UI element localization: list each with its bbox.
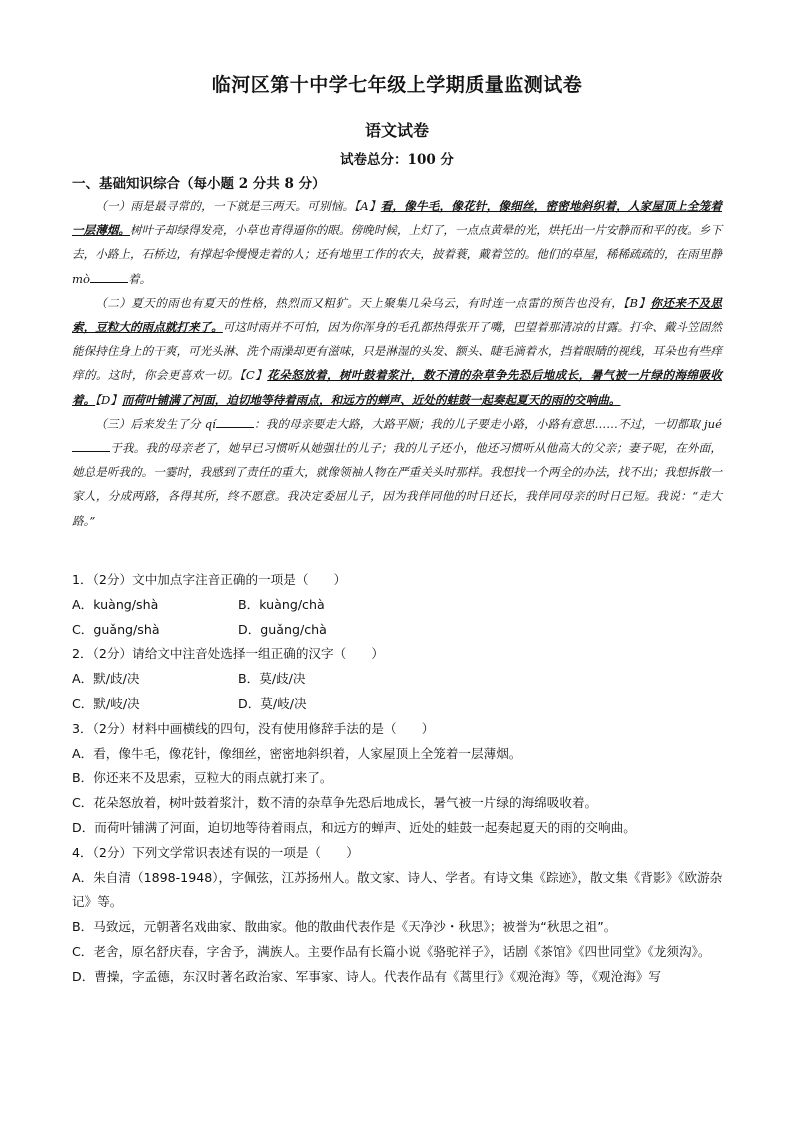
total-score: 试卷总分：100 分	[340, 152, 454, 168]
question-3-stem: 3．（2分）材料中画横线的四句，没有使用修辞手法的是（ ）	[72, 720, 435, 736]
passage-paragraph-2	[72, 291, 722, 412]
underlined-sentence-d: 而荷叶铺满了河面，迫切地等待着雨点，和远方的蝉声、近处的蛙鼓一起奏起夏天的雨的交响曲。	[121, 392, 621, 407]
reading-passage	[72, 194, 722, 533]
question-4-option-c[interactable]: C．老舍，原名舒庆春，字舍予，满族人。主要作品有长篇小说《骆驼祥子》，话剧《茶馆》《四世同堂》《龙须沟》。	[72, 943, 711, 959]
questions	[72, 568, 732, 990]
passage-text: 树叶子却绿得发亮，小草也青得逼你的眼。傍晚时候，上灯了，一点点黄晕的光，烘托出一片安静而和平的夜。乡下去，小路上，石桥边，有撑起伞慢慢走着的人；还有地里工作的农夫，披着蓑，戴着笠的。他们的草屋，稀稀疏疏的，在雨里静 mò	[72, 223, 722, 286]
question-1-stem: 1．（2分）文中加点字注音正确的一项是（ ）	[72, 572, 347, 587]
question-2-stem: 2．（2分）请给文中注音处选择一组正确的汉字（ ）	[72, 646, 384, 662]
passage-text: 着。	[127, 271, 152, 286]
exam-title: 临河区第十中学七年级上学期质量监测试卷	[211, 74, 583, 96]
passage-text: （一）雨是最寻常的，一下就是三两天。可别恼。【A】	[95, 199, 381, 213]
question-4-stem: 4．（2分）下列文学常识表述有误的一项是（ ）	[72, 844, 359, 860]
question-2-option-d[interactable]: D．莫/岐/决	[238, 695, 307, 711]
question-3-option-b[interactable]: B．你还来不及思索，豆粒大的雨点就打来了。	[72, 770, 333, 786]
passage-text: 于我。我的母亲老了，她早已习惯听从她强壮的儿子；我的儿子还小，他还习惯听从他高大的父亲；妻子呢，在外面，她总是听我的。一霎时，我感到了责任的重大，就像领袖人物在严重关头时那样。我想找一个两全的办法，找不出；我想拆散一家人，分成两路，各得其所，终不愿意。我决定委屈儿子，因为我伴同他的时日还长，我伴同母亲的时日已短。我说：“走大路。”	[72, 441, 722, 528]
question-3-option-a[interactable]: A．看，像牛毛，像花针，像细丝，密密地斜织着，人家屋顶上全笼着一层薄烟。	[72, 745, 522, 761]
question-3-option-d[interactable]: D．而荷叶铺满了河面，迫切地等待着雨点，和远方的蝉声、近处的蛙鼓一起奏起夏天的雨的交响曲。	[72, 819, 636, 835]
question-1-option-d[interactable]: D．guǎng/chà	[238, 621, 327, 637]
question-2-options-row	[72, 667, 732, 692]
passage-text: 【D】	[95, 392, 122, 407]
question-1-option-c[interactable]: C．guǎng/shà	[72, 621, 160, 637]
fill-blank[interactable]	[72, 439, 110, 452]
subject-title: 语文试卷	[364, 121, 429, 140]
underlined-sentence-c: 花朵怒放着，树叶鼓着浆汁，数不清的杂草争先恐后地成长，暑气被一片绿的海绵吸收着。	[72, 368, 722, 407]
passage-paragraph-1	[72, 194, 722, 291]
passage-text: （三）后来发生了分 qí	[95, 416, 216, 431]
question-1-options-row	[72, 593, 732, 618]
question-4-option-a[interactable]: A．朱自清（1898-1948），字佩弦，江苏扬州人。散文家、诗人、学者。有诗文集《踪迹》，散文集《背影》《欧游杂记》等。	[72, 869, 723, 910]
question-2-option-a[interactable]: A．默/歧/决	[72, 671, 140, 687]
question-1-option-b[interactable]: B．kuàng/chà	[238, 596, 325, 612]
fill-blank[interactable]	[90, 270, 128, 283]
question-3-option-c[interactable]: C．花朵怒放着，树叶鼓着浆汁，数不清的杂草争先恐后地成长，暑气被一片绿的海绵吸收着。	[72, 795, 598, 811]
passage-text: （二）夏天的雨也有夏天的性格，热烈而又粗犷。天上聚集几朵乌云，有时连一点雷的预告也没有，【B】	[95, 295, 651, 310]
question-1-options-row	[72, 618, 732, 643]
question-1-option-a[interactable]: A．kuàng/shà	[72, 596, 159, 612]
passage-paragraph-3	[72, 412, 722, 533]
passage-text: ：我的母亲要走大路，大路平顺；我的儿子要走小路，小路有意思……不过，一切都取 jué	[253, 416, 722, 431]
question-2-option-b[interactable]: B．莫/歧/决	[238, 671, 306, 687]
question-2-option-c[interactable]: C．默/岐/决	[72, 695, 140, 711]
question-2-options-row	[72, 692, 732, 717]
fill-blank[interactable]	[216, 415, 254, 428]
underlined-sentence-b: 你还来不及思索，豆粒大的雨点就打来了。	[72, 295, 722, 335]
section-heading: 一、基础知识综合（每小题 2 分共 8 分）	[72, 176, 326, 192]
question-4-option-b[interactable]: B．马致远，元朝著名戏曲家、散曲家。他的散曲代表作是《天净沙・秋思》；被誉为“秋思之祖”。	[72, 919, 617, 935]
underlined-sentence-a: 看，像牛毛，像花针，像细丝，密密地斜织着，人家屋顶上全笼着一层薄烟。	[72, 199, 722, 238]
question-4-option-d[interactable]: D．曹操，字孟德，东汉时著名政治家、军事家、诗人。代表作品有《蒿里行》《观沧海》等，《观沧海》写	[72, 968, 662, 984]
passage-text: 可这时雨并不可怕，因为你浑身的毛孔都热得张开了嘴，巴望着那清凉的甘露。打伞、戴斗笠固然能保持住身上的干爽，可光头淋、洗个雨澡却更有滋味，只是淋湿的头发、额头、睫毛滴着水，挡着眼睛的视线，耳朵也有些痒痒的。这时，你会更喜欢一切。【C】	[72, 320, 722, 383]
